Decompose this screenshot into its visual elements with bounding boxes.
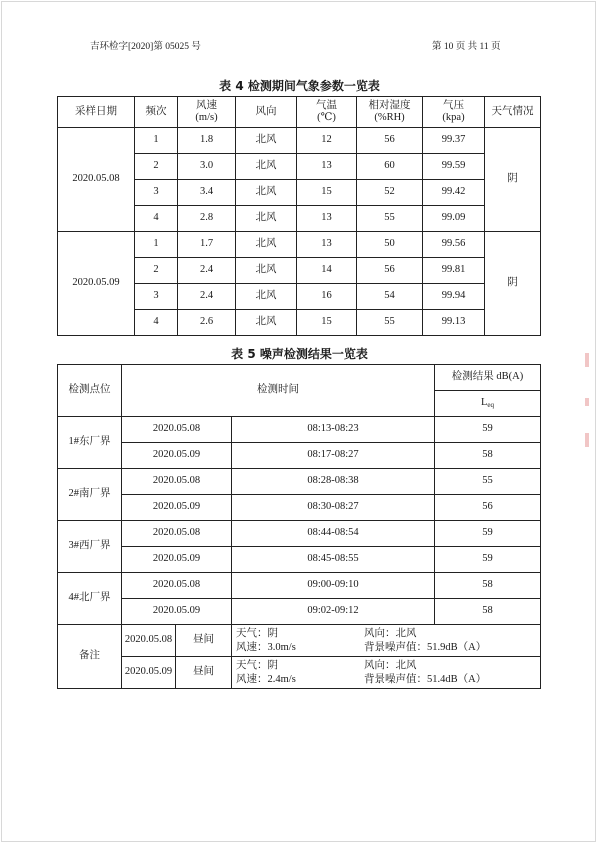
wind-speed: 2.4 [178,258,236,284]
column-header: 风速 (m/s) [178,97,236,128]
leq-header [435,391,541,417]
temperature: 16 [297,284,357,310]
wind-speed: 2.4 [178,284,236,310]
remark-grid [236,627,540,655]
remark-background-noise: 背景噪声值：51.4dB（A） [364,673,487,685]
sampling-date: 2020.05.08 [58,128,135,232]
table-row [58,232,541,258]
table-row [58,128,541,154]
remark-weather: 天气：阴 [236,627,278,639]
table-row [58,469,541,495]
remark-conditions [232,625,541,657]
frequency: 4 [135,310,178,336]
humidity: 54 [357,284,423,310]
measure-date: 2020.05.08 [122,573,232,599]
leq-value: 59 [435,417,541,443]
remarks-label: 备注 [58,625,122,689]
wind-direction: 北风 [236,258,297,284]
column-header: 检测时间 [122,365,435,417]
measure-date: 2020.05.09 [122,443,232,469]
table4-title: 表 4 检测期间气象参数一览表 [219,79,380,93]
remark-grid [236,659,540,687]
remark-date: 2020.05.08 [122,625,176,657]
seal-edge-mark [585,398,589,406]
leq-value: 58 [435,599,541,625]
leq-value: 58 [435,573,541,599]
temperature: 15 [297,180,357,206]
page-info: 第 10 页 共 11 页 [432,42,501,52]
temperature: 14 [297,258,357,284]
wind-direction: 北风 [236,232,297,258]
measure-time: 09:00-09:10 [232,573,435,599]
weather-condition: 阴 [485,128,541,232]
humidity: 60 [357,154,423,180]
frequency: 3 [135,180,178,206]
leq-value: 55 [435,469,541,495]
wind-direction: 北风 [236,310,297,336]
remark-wind-speed: 风速：2.4m/s [236,673,296,685]
pressure: 99.09 [423,206,485,232]
measure-date: 2020.05.09 [122,599,232,625]
table-header-row [58,365,541,391]
table-row [58,573,541,599]
temperature: 13 [297,206,357,232]
remark-background-noise: 背景噪声值：51.9dB（A） [364,641,487,653]
remarks-row [58,625,541,657]
wind-direction: 北风 [236,154,297,180]
measure-time: 08:13-08:23 [232,417,435,443]
leq-symbol: L [480,397,488,409]
pressure: 99.13 [423,310,485,336]
remark-period: 昼间 [176,625,232,657]
pressure: 99.59 [423,154,485,180]
frequency: 3 [135,284,178,310]
column-header: 气温 (℃) [297,97,357,128]
leq-value: 56 [435,495,541,521]
remark-weather: 天气：阴 [236,659,278,671]
table-row [58,443,541,469]
pressure: 99.37 [423,128,485,154]
remark-wind-direction: 风向：北风 [364,627,417,639]
wind-speed: 2.6 [178,310,236,336]
column-header: 风向 [236,97,297,128]
table-header-row [58,97,541,128]
measure-date: 2020.05.08 [122,469,232,495]
remark-period: 昼间 [176,657,232,689]
wind-speed: 1.7 [178,232,236,258]
document-number: 吉环检字[2020]第 05025 号 [90,42,201,52]
measure-time: 08:17-08:27 [232,443,435,469]
measure-time: 08:28-08:38 [232,469,435,495]
remark-conditions [232,657,541,689]
measure-time: 08:30-08:27 [232,495,435,521]
remarks-row [58,657,541,689]
leq-value: 58 [435,443,541,469]
humidity: 56 [357,128,423,154]
monitoring-point: 4#北厂界 [58,573,122,625]
humidity: 52 [357,180,423,206]
pressure: 99.42 [423,180,485,206]
monitoring-point: 2#南厂界 [58,469,122,521]
table-row [58,547,541,573]
frequency: 4 [135,206,178,232]
humidity: 56 [357,258,423,284]
humidity: 55 [357,206,423,232]
leq-value: 59 [435,521,541,547]
measure-time: 09:02-09:12 [232,599,435,625]
remark-wind-direction: 风向：北风 [364,659,417,671]
sampling-date: 2020.05.09 [58,232,135,336]
column-header: 天气情况 [485,97,541,128]
wind-speed: 1.8 [178,128,236,154]
column-header: 气压 (kpa) [423,97,485,128]
remark-date: 2020.05.09 [122,657,176,689]
table-row [58,495,541,521]
temperature: 15 [297,310,357,336]
leq-value: 59 [435,547,541,573]
wind-direction: 北风 [236,180,297,206]
pressure: 99.94 [423,284,485,310]
column-header: 检测结果 dB(A) [435,365,541,391]
frequency: 2 [135,258,178,284]
weather-parameters-table [57,96,541,336]
monitoring-point: 1#东厂界 [58,417,122,469]
wind-speed: 3.0 [178,154,236,180]
frequency: 2 [135,154,178,180]
remark-wind-speed: 风速：3.0m/s [236,641,296,653]
wind-direction: 北风 [236,128,297,154]
weather-condition: 阴 [485,232,541,336]
pressure: 99.81 [423,258,485,284]
seal-edge-mark [585,353,589,367]
humidity: 55 [357,310,423,336]
humidity: 50 [357,232,423,258]
frequency: 1 [135,232,178,258]
wind-direction: 北风 [236,284,297,310]
table-row [58,417,541,443]
frequency: 1 [135,128,178,154]
temperature: 13 [297,154,357,180]
temperature: 13 [297,232,357,258]
wind-direction: 北风 [236,206,297,232]
column-header: 采样日期 [58,97,135,128]
table5-title: 表 5 噪声检测结果一览表 [231,347,368,361]
measure-date: 2020.05.09 [122,495,232,521]
measure-time: 08:45-08:55 [232,547,435,573]
temperature: 12 [297,128,357,154]
column-header: 检测点位 [58,365,122,417]
measure-time: 08:44-08:54 [232,521,435,547]
table-row [58,521,541,547]
noise-results-table [57,364,541,689]
measure-date: 2020.05.09 [122,547,232,573]
wind-speed: 3.4 [178,180,236,206]
table-row [58,599,541,625]
column-header: 频次 [135,97,178,128]
measure-date: 2020.05.08 [122,521,232,547]
monitoring-point: 3#西厂界 [58,521,122,573]
pressure: 99.56 [423,232,485,258]
measure-date: 2020.05.08 [122,417,232,443]
seal-edge-mark [585,433,589,447]
wind-speed: 2.8 [178,206,236,232]
leq-subscript: eq [487,401,495,410]
column-header: 相对湿度 (%RH) [357,97,423,128]
